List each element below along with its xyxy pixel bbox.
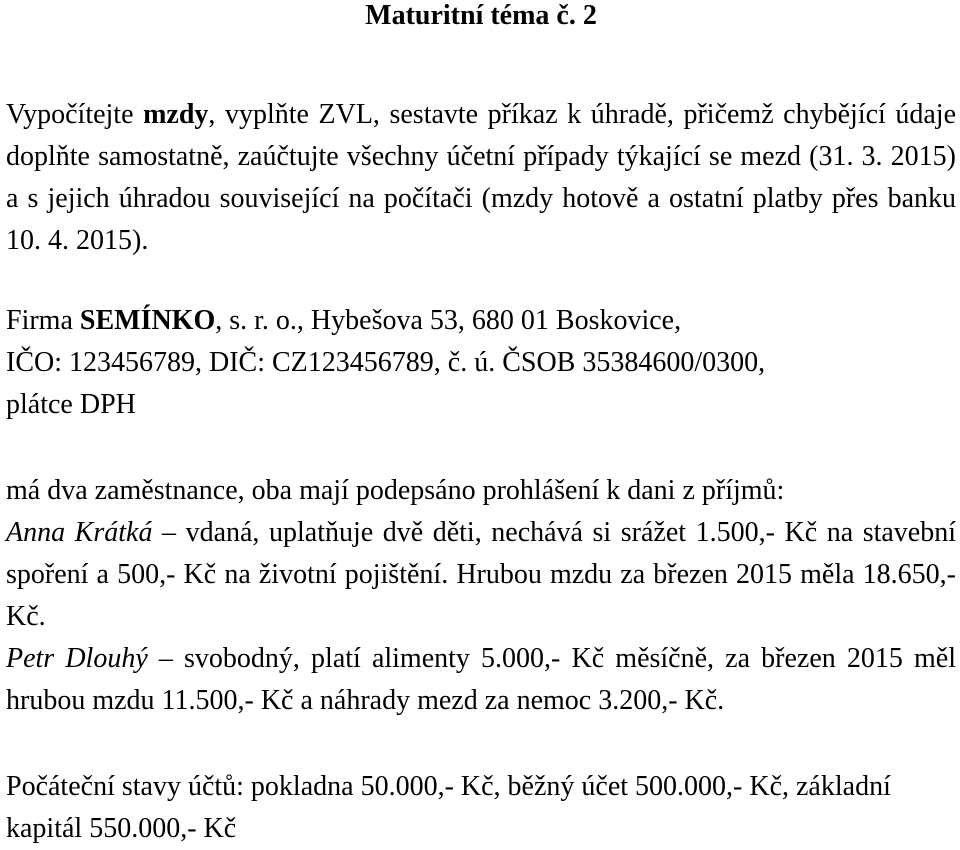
task-bold-word: mzdy [143,99,209,130]
company-ids: IČO: 123456789, DIČ: CZ123456789, č. ú. ČSOB 35384600/0300, [6,347,766,378]
company-name: SEMÍNKO [79,305,216,336]
employees-paragraph [6,470,956,722]
task-paragraph [6,94,956,262]
company-paragraph [6,300,956,426]
spacer [6,722,956,766]
spacer [6,262,956,300]
task-text-start: Vypočítejte [6,99,144,130]
employee-anna-details: – vdaná, uplatňuje dvě děti, nechává si srážet 1.500,- Kč na stavební spoření a 500,- Kč na životní pojištění. Hrubou mzdu za březen 2015 měla 18.650,- Kč. [6,517,957,632]
employee-anna-name: Anna Krátká [6,517,153,548]
employees-intro: má dva zaměstnance, oba mají podepsáno prohlášení k dani z příjmů: [6,475,785,506]
spacer [6,426,956,470]
employee-petr-name: Petr Dlouhý [6,643,148,674]
document-page [6,0,956,850]
company-address: , s. r. o., Hybešova 53, 680 01 Boskovice, [215,305,682,336]
company-vat-status: plátce DPH [6,389,136,420]
task-text-rest: , vyplňte ZVL, sestavte příkaz k úhradě, přičemž chybějící údaje doplňte samostatně, zaúčtujte všechny účetní případy týkající se mezd (31. 3. 2015) a s jejich úhradou související na počítači (mzdy hotově a ostatní platby přes banku 10. 4. 2015). [6,99,956,256]
employee-petr-details: – svobodný, platí alimenty 5.000,- Kč měsíčně, za březen 2015 měl hrubou mzdu 11.500,- Kč a náhrady mezd za nemoc 3.200,- Kč. [6,643,956,716]
balances-paragraph: Počáteční stavy účtů: pokladna 50.000,- Kč, běžný účet 500.000,- Kč, základní kapitál 550.000,- Kč [6,771,891,844]
document-title: Maturitní téma č. 2 [365,0,597,31]
company-prefix: Firma [6,305,80,336]
